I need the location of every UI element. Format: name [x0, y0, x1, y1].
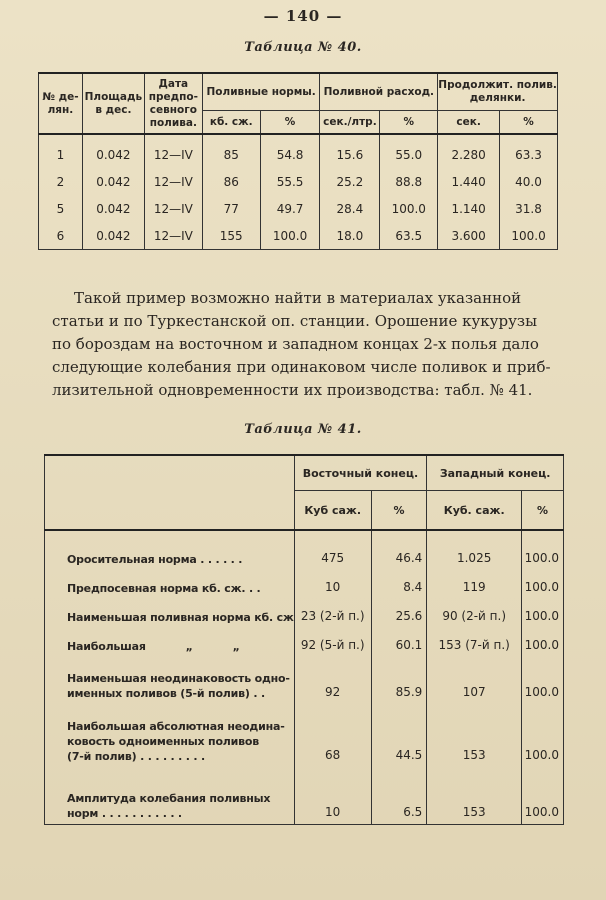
- t40-header-flow: Поливной расход.: [320, 73, 438, 111]
- t40-sub-header: %: [380, 111, 438, 135]
- table-cell: 100.0: [522, 767, 564, 825]
- table-cell: 40.0: [500, 168, 558, 195]
- t41-header-east: Восточный конец.: [294, 455, 427, 491]
- table-row: [45, 530, 564, 570]
- table-cell: 18.0: [320, 222, 380, 250]
- paragraph-line: лизительной одновременности их производства: табл. № 41.: [52, 381, 533, 399]
- table-cell: 100.0: [260, 222, 320, 250]
- paragraph-line: статьи и по Туркестанской оп. станции. Орошение кукурузы: [52, 312, 538, 330]
- table-cell: 2: [39, 168, 83, 195]
- table-row: [39, 168, 558, 195]
- table-cell: 6.5: [371, 767, 427, 825]
- table-cell: 100.0: [522, 599, 564, 628]
- table-cell: 63.5: [380, 222, 438, 250]
- table-cell: 153 (7-й п.): [427, 628, 522, 657]
- table-row: [45, 767, 564, 825]
- table-row: [39, 134, 558, 168]
- row-label: Наименьшая поливная норма кб. сж: [45, 599, 295, 628]
- paragraph-line: Такой пример возможно найти в материалах указанной: [74, 289, 522, 307]
- table-cell: 0.042: [82, 134, 144, 168]
- table-cell: 86: [202, 168, 260, 195]
- table-cell: 85: [202, 134, 260, 168]
- t41-header-west: Западный конец.: [427, 455, 564, 491]
- table-cell: 90 (2-й п.): [427, 599, 522, 628]
- t40-sub-header: кб. сж.: [202, 111, 260, 135]
- table-cell: 12—IV: [144, 222, 202, 250]
- row-label: Наименьшая неодинаковость одно- именных поливов (5-й полив) . .: [45, 657, 295, 704]
- table-cell: 1: [39, 134, 83, 168]
- table-cell: 88.8: [380, 168, 438, 195]
- t41-sub-header: Куб. саж.: [427, 491, 522, 531]
- table-cell: 28.4: [320, 195, 380, 222]
- table-41: [44, 454, 564, 825]
- table-row: [45, 570, 564, 599]
- table-40: [38, 72, 558, 250]
- t41-sub-header: Куб саж.: [294, 491, 371, 531]
- t40-sub-header: сек.: [438, 111, 500, 135]
- table-cell: 5: [39, 195, 83, 222]
- table-cell: 77: [202, 195, 260, 222]
- t40-header-area: Площадь в дес.: [82, 73, 144, 134]
- table-cell: 92: [294, 657, 371, 704]
- t40-header-date: Дата предпо-севного полива.: [144, 73, 202, 134]
- table-cell: 10: [294, 767, 371, 825]
- table-cell: 55.0: [380, 134, 438, 168]
- table-cell: 23 (2-й п.): [294, 599, 371, 628]
- table-cell: 49.7: [260, 195, 320, 222]
- table-cell: 12—IV: [144, 134, 202, 168]
- table-cell: 107: [427, 657, 522, 704]
- table-cell: 100.0: [380, 195, 438, 222]
- table-row: [45, 704, 564, 767]
- table-cell: 475: [294, 530, 371, 570]
- table-cell: 100.0: [522, 570, 564, 599]
- table-cell: 10: [294, 570, 371, 599]
- table-cell: 12—IV: [144, 195, 202, 222]
- t40-header-duration: Продолжит. полив. делянки.: [438, 73, 558, 111]
- table-cell: 119: [427, 570, 522, 599]
- table-cell: 0.042: [82, 168, 144, 195]
- table-cell: 60.1: [371, 628, 427, 657]
- table-row: [45, 657, 564, 704]
- table-cell: 25.2: [320, 168, 380, 195]
- table-cell: 0.042: [82, 222, 144, 250]
- row-label: Амплитуда колебания поливных норм . . . . . . . . . . .: [45, 767, 295, 825]
- table-cell: 31.8: [500, 195, 558, 222]
- table-cell: 2.280: [438, 134, 500, 168]
- table-cell: 100.0: [500, 222, 558, 250]
- t40-sub-header: сек./лтр.: [320, 111, 380, 135]
- table-cell: 12—IV: [144, 168, 202, 195]
- paragraph-line: по бороздам на восточном и западном концах 2-х полья дало: [52, 335, 539, 353]
- row-label: Оросительная норма . . . . . .: [45, 530, 295, 570]
- table-row: [45, 599, 564, 628]
- table-cell: 54.8: [260, 134, 320, 168]
- table-cell: 85.9: [371, 657, 427, 704]
- page-number: — 140 —: [263, 7, 343, 25]
- table-cell: 6: [39, 222, 83, 250]
- table-row: [39, 195, 558, 222]
- table-cell: 1.440: [438, 168, 500, 195]
- row-label: Наибольшая „ „: [45, 628, 295, 657]
- row-label: Наибольшая абсолютная неодина- ковость одноименных поливов (7-й полив) . . . . . . . . .: [45, 704, 295, 767]
- t40-header-plot-no: № де-лян.: [39, 73, 83, 134]
- t40-sub-header: %: [260, 111, 320, 135]
- row-label: Предпосевная норма кб. сж. . .: [45, 570, 295, 599]
- t40-header-norms: Поливные нормы.: [202, 73, 320, 111]
- table-cell: 155: [202, 222, 260, 250]
- t41-sub-header: %: [371, 491, 427, 531]
- table-cell: 46.4: [371, 530, 427, 570]
- t41-sub-header: %: [522, 491, 564, 531]
- t40-sub-header: %: [500, 111, 558, 135]
- table-cell: 153: [427, 704, 522, 767]
- table-row: [45, 628, 564, 657]
- table-cell: 153: [427, 767, 522, 825]
- table-cell: 0.042: [82, 195, 144, 222]
- table-cell: 100.0: [522, 657, 564, 704]
- table-cell: 100.0: [522, 628, 564, 657]
- table-cell: 63.3: [500, 134, 558, 168]
- body-paragraph: [52, 287, 562, 402]
- table-cell: 100.0: [522, 704, 564, 767]
- t41-header-blank: [45, 455, 295, 530]
- table-cell: 44.5: [371, 704, 427, 767]
- table-cell: 100.0: [522, 530, 564, 570]
- table-cell: 25.6: [371, 599, 427, 628]
- table-row: [39, 222, 558, 250]
- table-cell: 92 (5-й п.): [294, 628, 371, 657]
- paragraph-line: следующие колебания при одинаковом числе поливок и приб-: [52, 358, 551, 376]
- table-cell: 1.140: [438, 195, 500, 222]
- table-cell: 55.5: [260, 168, 320, 195]
- table-cell: 1.025: [427, 530, 522, 570]
- table-cell: 15.6: [320, 134, 380, 168]
- table-cell: 8.4: [371, 570, 427, 599]
- table41-caption: Таблица № 41.: [244, 422, 362, 437]
- table-cell: 3.600: [438, 222, 500, 250]
- table40-caption: Таблица № 40.: [244, 40, 362, 55]
- table-cell: 68: [294, 704, 371, 767]
